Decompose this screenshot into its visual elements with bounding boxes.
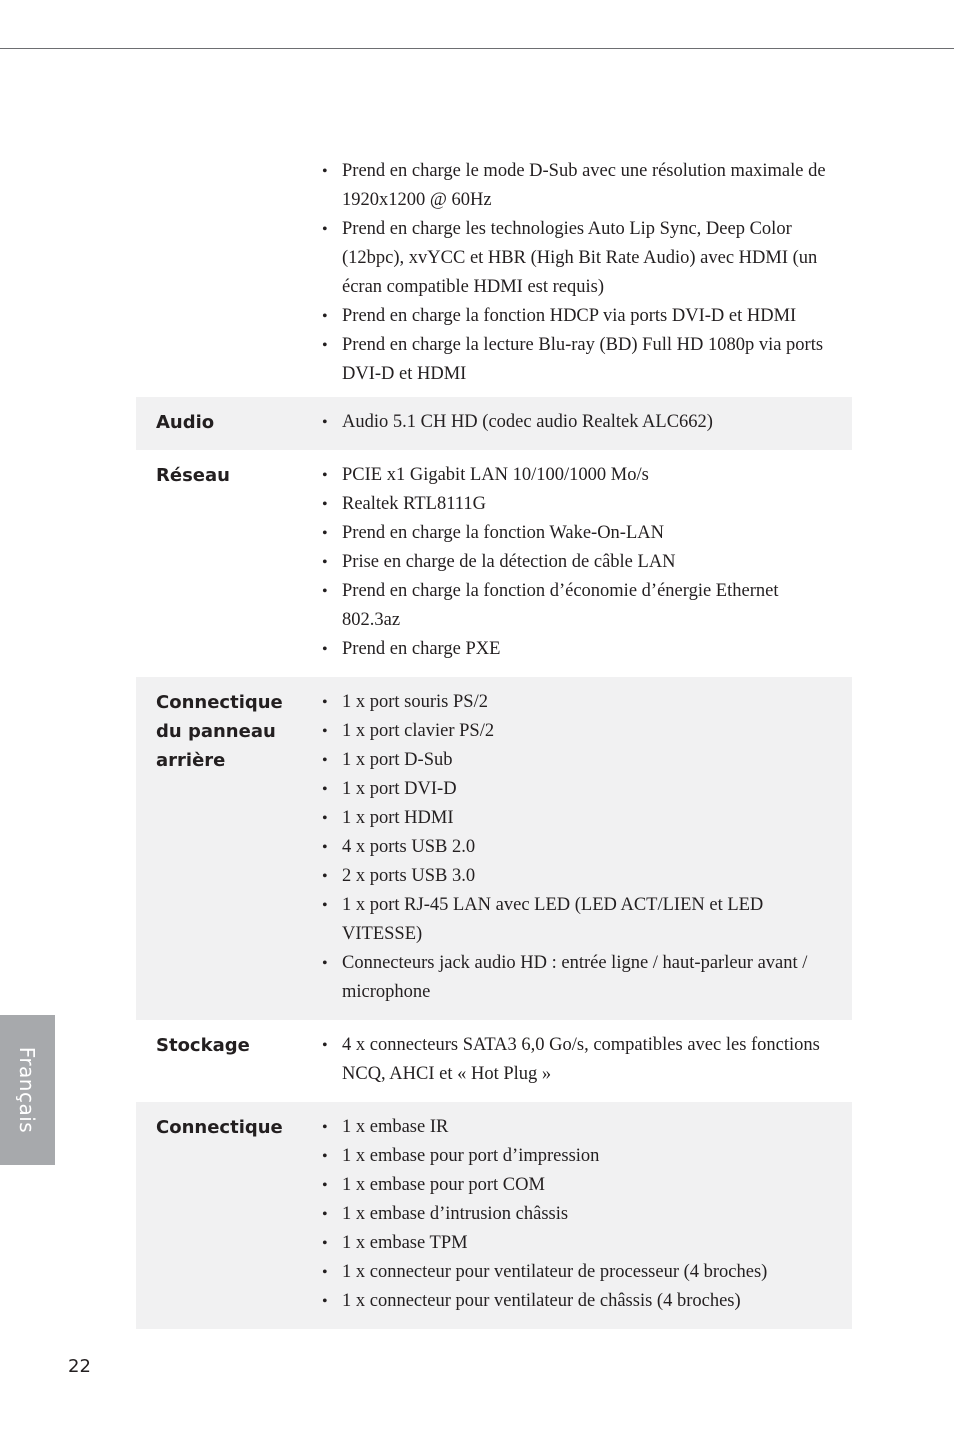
spec-items-audio (302, 400, 852, 437)
spec-label-audio: Audio (156, 412, 215, 433)
spec-item: • Prend en charge la fonction HDCP via ports DVI-D et HDMI (342, 302, 832, 331)
spec-item: • 1 x embase pour port COM (342, 1171, 832, 1200)
spec-table (136, 146, 852, 1329)
spec-item: • 1 x port D-Sub (342, 746, 832, 775)
spec-items-connectors (302, 1105, 852, 1316)
spec-items-rear-panel (302, 680, 852, 1007)
spec-item: • 4 x connecteurs SATA3 6,0 Go/s, compatibles avec les fonctions NCQ, AHCI et « Hot Plug » (342, 1031, 832, 1089)
spec-items-storage (302, 1023, 852, 1089)
spec-item: • Prend en charge la fonction Wake-On-LAN (342, 519, 832, 548)
spec-item: • 1 x connecteur pour ventilateur de châssis (4 broches) (342, 1287, 832, 1316)
spec-item: • 1 x port RJ-45 LAN avec LED (LED ACT/LIEN et LED VITESSE) (342, 891, 832, 949)
spec-item: • Prend en charge la fonction d’économie d’énergie Ethernet 802.3az (342, 577, 832, 635)
language-tab (0, 1015, 55, 1165)
spec-row-connectors (136, 1102, 852, 1329)
spec-item: • Prend en charge les technologies Auto Lip Sync, Deep Color (12bpc), xvYCC et HBR (High Bit Rate Audio) avec HDMI (un écran compatible HDMI est requis) (342, 215, 832, 302)
spec-item: • PCIE x1 Gigabit LAN 10/100/1000 Mo/s (342, 461, 832, 490)
spec-item: • 1 x port souris PS/2 (342, 688, 832, 717)
spec-row-graphics-continued (136, 146, 852, 397)
spec-label-connectors: Connectique (156, 1117, 283, 1138)
spec-row-audio (136, 397, 852, 450)
spec-item: • 2 x ports USB 3.0 (342, 862, 832, 891)
spec-item: • Connecteurs jack audio HD : entrée ligne / haut-parleur avant / microphone (342, 949, 832, 1007)
spec-label-empty (136, 149, 302, 389)
spec-items-graphics (302, 149, 852, 389)
spec-item: • 1 x embase d’intrusion châssis (342, 1200, 832, 1229)
page-number: 22 (68, 1356, 91, 1377)
spec-item: • 1 x port clavier PS/2 (342, 717, 832, 746)
spec-item: • 1 x embase TPM (342, 1229, 832, 1258)
spec-item: • Prend en charge PXE (342, 635, 832, 664)
spec-item: • 1 x embase pour port d’impression (342, 1142, 832, 1171)
spec-item: • Prend en charge la lecture Blu-ray (BD) Full HD 1080p via ports DVI-D et HDMI (342, 331, 832, 389)
spec-row-rear-panel (136, 677, 852, 1020)
spec-item: • 1 x connecteur pour ventilateur de processeur (4 broches) (342, 1258, 832, 1287)
spec-item: • 1 x port DVI-D (342, 775, 832, 804)
spec-item: • Prend en charge le mode D-Sub avec une résolution maximale de 1920x1200 @ 60Hz (342, 157, 832, 215)
spec-item: • Realtek RTL8111G (342, 490, 832, 519)
spec-item: • Prise en charge de la détection de câble LAN (342, 548, 832, 577)
language-tab-label: Français (15, 1046, 40, 1134)
spec-label-rear-panel: Connectique du panneau arrière (156, 692, 283, 771)
spec-item: • Audio 5.1 CH HD (codec audio Realtek ALC662) (342, 408, 832, 437)
spec-item: • 4 x ports USB 2.0 (342, 833, 832, 862)
spec-row-storage (136, 1020, 852, 1102)
spec-label-storage: Stockage (156, 1035, 250, 1056)
spec-label-network: Réseau (156, 465, 230, 486)
spec-items-network (302, 453, 852, 664)
spec-item: • 1 x port HDMI (342, 804, 832, 833)
header-rule (0, 48, 954, 49)
spec-row-network (136, 450, 852, 677)
spec-item: • 1 x embase IR (342, 1113, 832, 1142)
